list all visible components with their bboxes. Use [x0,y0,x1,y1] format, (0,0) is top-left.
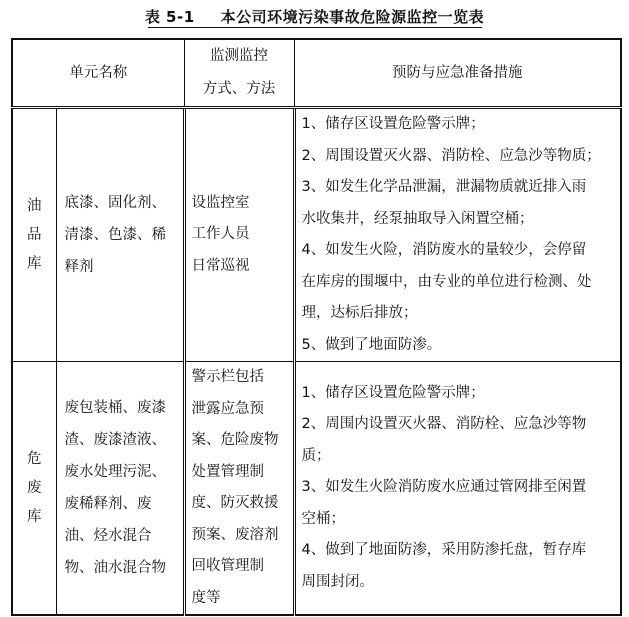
header-monitoring-line2: 方式、方法 [202,81,276,97]
monitoring-cell [184,108,294,362]
measure-line: 空桶； [301,510,345,527]
measure-line: 3、如发生火险消防废水应通过管网排至闲置 [301,479,587,496]
hazard-item-line: 废水处理污泥、 [64,464,166,480]
category-char: 危 [27,450,42,467]
measure-line: 5、做到了地面防渗。 [301,336,442,353]
hazard-items-cell [56,108,184,362]
monitoring-cell [184,362,294,616]
table-row [12,108,621,362]
monitoring-line: 警示栏包括 [191,369,264,385]
header-unit-name [12,39,184,108]
header-monitoring-method [184,39,294,108]
hazard-item-line: 释剂 [64,259,94,275]
monitoring-line: 度等 [191,589,221,606]
header-monitoring-line1: 监测监控 [210,48,268,64]
measure-line: 4、做到了地面防渗，采用防渗托盘，暂存库 [301,542,587,559]
measures-cell [294,108,621,362]
header-measures [294,39,621,108]
category-char: 油 [27,197,42,214]
hazard-item-line: 废稀释剂、废 [64,496,152,512]
category-char: 库 [27,255,42,272]
monitoring-line: 度、防灭救援 [191,495,279,511]
hazard-item-line: 清漆、色漆、稀 [64,227,166,243]
measures-cell [294,362,621,616]
header-measures-text: 预防与应急准备措施 [392,64,523,81]
title-underline [148,27,482,28]
table-caption [0,6,629,27]
table-title: 本公司环境污染事故危险源监控一览表 [220,8,485,26]
measure-line: 1、储存区设置危险警示牌； [301,384,485,401]
monitoring-line: 回收管理制 [191,558,264,574]
table-number: 表 5-1 [144,8,195,26]
table-row [12,362,621,616]
monitoring-line: 日常巡视 [191,257,250,274]
hazard-item-line: 废包装桶、废漆 [64,400,166,416]
category-char: 品 [27,226,42,243]
header-unit-name-text: 单元名称 [69,64,128,81]
monitoring-line: 预案、废溶剂 [191,526,279,543]
measure-line: 在库房的围堰中，由专业的单位进行检测、处 [301,273,592,290]
hazard-item-line: 物、油水混合物 [64,560,166,576]
category-cell [12,108,56,362]
monitoring-line: 处置管理制 [191,463,264,480]
category-char: 库 [27,508,42,525]
measure-line: 4、如发生火险，消防废水的量较少，会停留 [301,242,587,258]
header-row [12,39,621,108]
measure-line: 3、如发生化学品泄漏，泄漏物质就近排入雨 [301,179,587,195]
measure-line: 2、周围内设置灭火器、消防栓、应急沙等物 [301,416,587,433]
measure-line: 水收集井，经泵抽取导入闲置空桶； [301,210,534,227]
hazard-monitoring-table [11,38,622,616]
monitoring-line: 工作人员 [191,226,250,243]
hazard-item-line: 底漆、固化剂、 [64,195,166,211]
measure-line: 周围封闭。 [301,573,374,590]
measure-line: 2、周围设置灭火器、消防栓、应急沙等物质； [301,147,601,164]
hazard-item-line: 渣、废漆渣液、 [64,432,166,448]
category-char: 废 [27,479,42,496]
monitoring-line: 案、危险废物 [191,432,279,448]
measure-line: 理，达标后排放； [301,305,418,321]
monitoring-line: 泄露应急预 [191,400,264,417]
hazard-items-cell [56,362,184,616]
measure-line: 质； [301,447,331,464]
category-cell [12,362,56,616]
measure-line: 1、储存区设置危险警示牌； [301,116,485,132]
hazard-item-line: 油、烃水混合 [64,528,152,544]
monitoring-line: 设监控室 [191,194,250,211]
